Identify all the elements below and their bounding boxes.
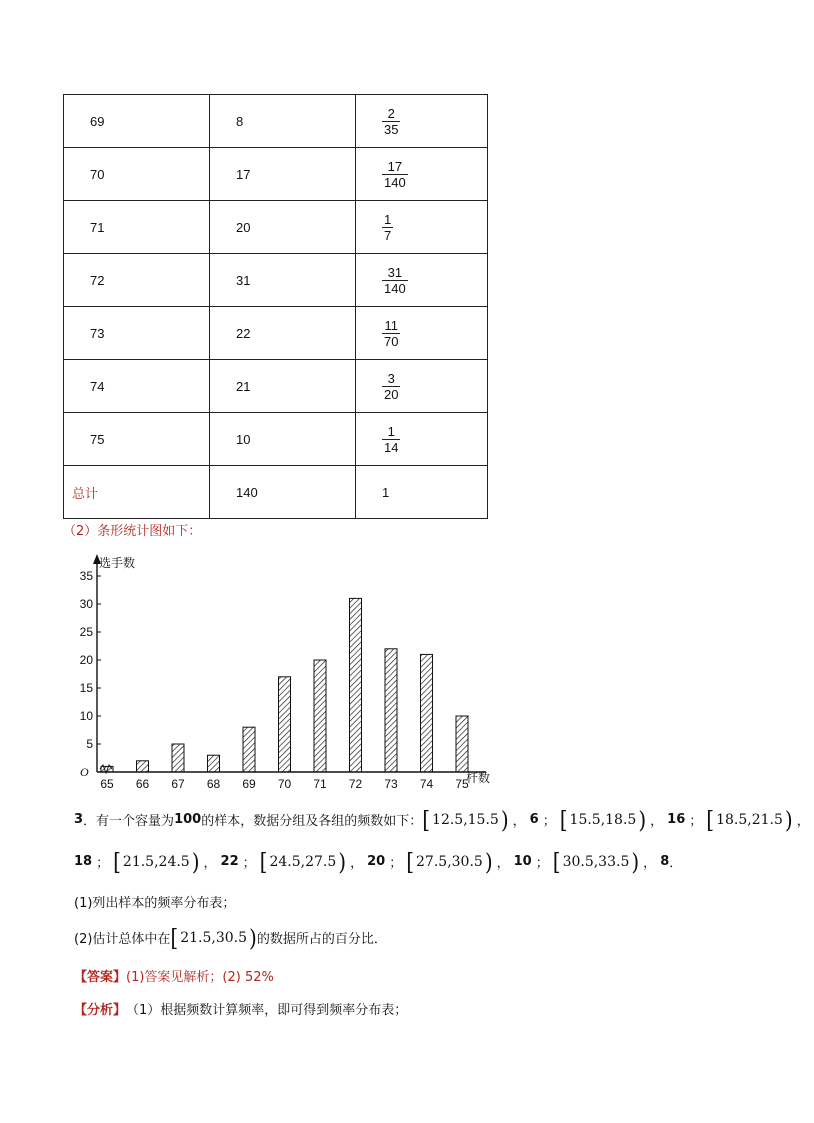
fraction: $\frac{17}{140}$ [384, 158, 406, 190]
cell-count: 31 [210, 254, 356, 307]
fraction: $\frac{3}{20}$ [384, 370, 399, 402]
y-tick-label: 30 [79, 597, 93, 611]
q2-interval: [ 21.5,30.5 ) [170, 923, 257, 952]
cell-strokes: 70 [64, 148, 210, 201]
fraction: $\frac{2}{35}$ [384, 105, 399, 137]
analysis-line [74, 999, 407, 1018]
frequency-table [63, 94, 488, 519]
x-tick-label: 75 [455, 777, 469, 791]
group-interval: [ 18.5,21.5 ) [706, 805, 793, 834]
cell-count: 17 [210, 148, 356, 201]
problem-3-line-1: 3 ．有一个容量为 100 的样本，数据分组及各组的频数如下： [ 12.5,15.5 ) ， 6 ； [ 15.5,18.5 ) ， 16 ； [ 18.5,21.5 ) ， [74, 805, 810, 834]
bar-71 [314, 660, 326, 772]
bar-66 [137, 761, 149, 772]
y-axis-label: 选手数 [99, 556, 136, 570]
problem-intro: ．有一个容量为 [83, 814, 175, 829]
bar-68 [208, 755, 220, 772]
x-tick-label: 68 [206, 777, 221, 791]
q2-suffix: 的数据所占的百分比． [256, 932, 387, 947]
bar-67 [172, 744, 184, 772]
cell-strokes: 75 [64, 413, 210, 466]
answer-tag: 【答案】 [74, 970, 127, 985]
bar-73 [385, 649, 397, 772]
y-tick-label: 20 [79, 653, 93, 667]
bar-74 [421, 654, 433, 772]
total-frequency: 1 [356, 466, 488, 519]
answer-line [74, 966, 274, 985]
cell-strokes: 71 [64, 201, 210, 254]
total-count: 140 [210, 466, 356, 519]
problem-intro-2: 的样本，数据分组及各组的频数如下： [201, 814, 423, 829]
x-tick-label: 71 [313, 777, 327, 791]
x-tick-label: 74 [419, 777, 434, 791]
cell-strokes: 69 [64, 95, 210, 148]
group-count: 18 [74, 854, 93, 869]
group-count: 10 [513, 854, 532, 869]
group-interval: [ 27.5,30.5 ) [406, 847, 493, 876]
x-tick-label: 72 [348, 777, 363, 791]
table-row [64, 148, 488, 201]
bar-69 [243, 727, 255, 772]
cell-frequency [356, 254, 488, 307]
analysis-text: （1）根据频数计算频率，即可得到频率分布表； [126, 1003, 408, 1018]
table-row [64, 360, 488, 413]
x-tick-label: 73 [384, 777, 398, 791]
cell-count: 8 [210, 95, 356, 148]
y-tick-label: 15 [79, 681, 93, 695]
cell-frequency [356, 413, 488, 466]
table-total-row [64, 466, 488, 519]
y-tick-label: 10 [79, 709, 93, 723]
table-row [64, 254, 488, 307]
cell-frequency [356, 201, 488, 254]
table-row [64, 413, 488, 466]
group-count: 20 [367, 854, 386, 869]
group-count: 8 [660, 854, 670, 869]
sample-size: 100 [174, 812, 202, 827]
problem-number: 3 [74, 812, 84, 827]
group-interval: [ 21.5,24.5 ) [113, 847, 200, 876]
x-tick-label: 67 [171, 777, 185, 791]
cell-frequency [356, 95, 488, 148]
group-count: 16 [667, 812, 686, 827]
y-tick-label: 25 [79, 625, 93, 639]
x-tick-label: 65 [100, 777, 114, 791]
group-interval: [ 15.5,18.5 ) [559, 805, 647, 834]
table-row [64, 307, 488, 360]
problem-3-line-2: 18 ； [ 21.5,24.5 ) ， 22 ； [ 24.5,27.5 ) ， 20 ； [ 27.5,30.5 ) ， 10 ； [ 30.5,33.5 ) ， 8 ． [74, 847, 683, 876]
cell-frequency [356, 148, 488, 201]
fraction: $\frac{31}{140}$ [384, 264, 406, 296]
cell-count: 20 [210, 201, 356, 254]
table-row [64, 201, 488, 254]
total-label: 总计 [64, 466, 210, 519]
cell-count: 21 [210, 360, 356, 413]
section-2-label: （2）条形统计图如下： [63, 524, 202, 539]
cell-strokes: 72 [64, 254, 210, 307]
y-tick-label: 5 [86, 737, 93, 751]
x-tick-label: 70 [277, 777, 292, 791]
question-1: (1)列出样本的频率分布表； [74, 896, 236, 911]
group-count: 6 [529, 812, 539, 827]
x-axis-label: 杆数 [466, 771, 491, 785]
cell-frequency [356, 360, 488, 413]
bar-75 [456, 716, 468, 772]
bar-65 [101, 766, 113, 772]
group-interval: [ 24.5,27.5 ) [259, 847, 347, 876]
cell-strokes: 73 [64, 307, 210, 360]
question-2 [74, 923, 387, 952]
fraction: $\frac{1}{14}$ [384, 423, 399, 455]
group-interval: [ 12.5,15.5 ) [422, 805, 509, 834]
analysis-tag: 【分析】 [74, 1003, 127, 1018]
bar-chart [70, 548, 491, 792]
x-tick-label: 69 [242, 777, 256, 791]
origin-label: O [80, 765, 89, 779]
x-tick-label: 66 [135, 777, 150, 791]
q2-prefix: (2)估计总体中在 [74, 932, 171, 947]
cell-frequency [356, 307, 488, 360]
table-row [64, 95, 488, 148]
fraction: $\frac{11}{70}$ [384, 317, 399, 349]
group-count: 22 [220, 854, 239, 869]
group-interval: [ 30.5,33.5 ) [552, 847, 640, 876]
cell-count: 10 [210, 413, 356, 466]
bar-72 [350, 598, 362, 772]
answer-text: (1)答案见解析；(2) 52% [126, 970, 274, 985]
fraction: $\frac{1}{7}$ [384, 211, 392, 243]
cell-strokes: 74 [64, 360, 210, 413]
bar-70 [279, 677, 291, 772]
y-tick-label: 35 [79, 569, 93, 583]
cell-count: 22 [210, 307, 356, 360]
